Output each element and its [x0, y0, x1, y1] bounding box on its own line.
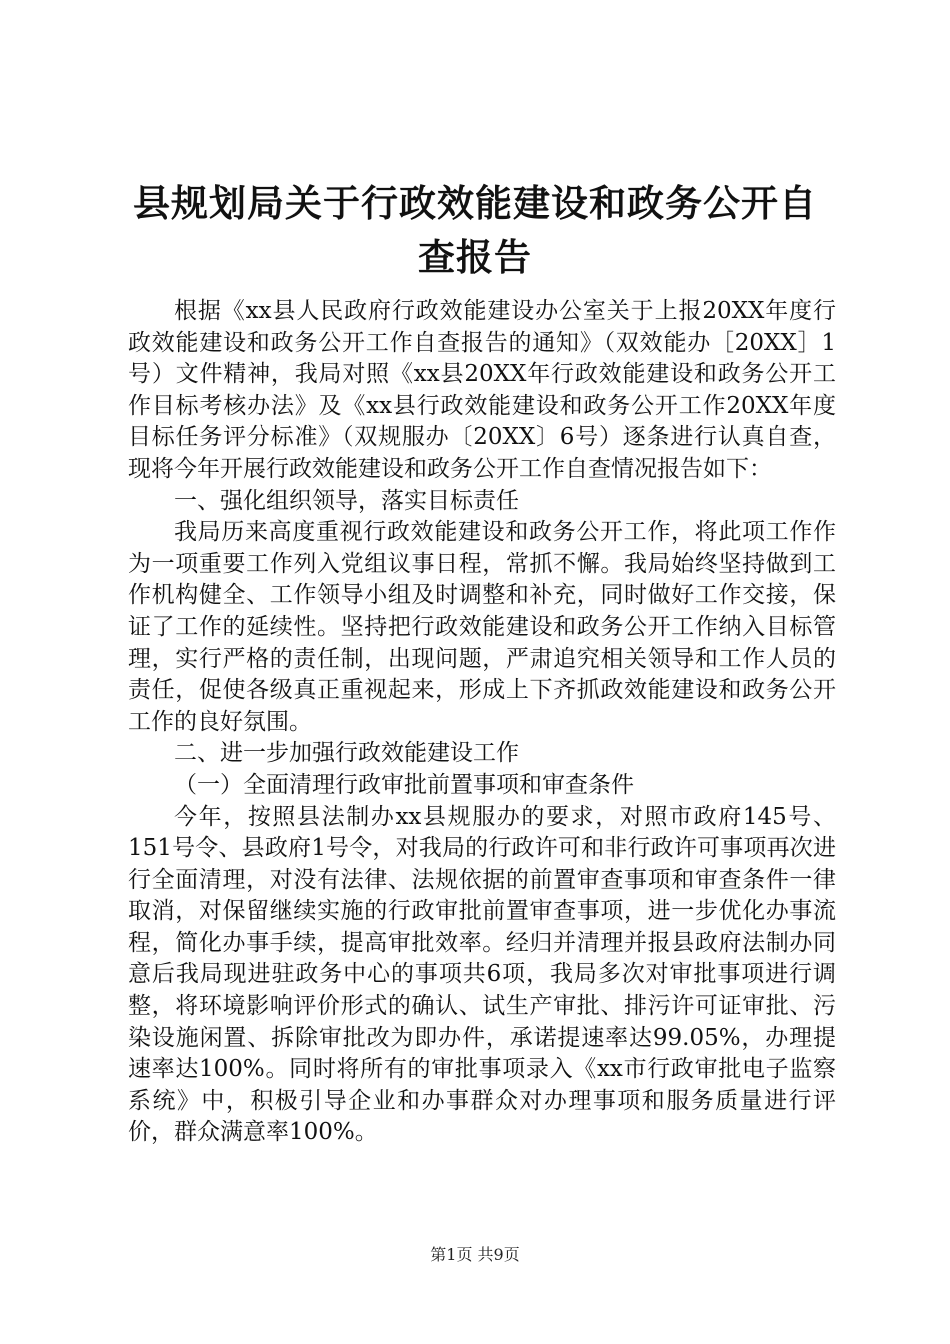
section-heading-1: 一、强化组织领导，落实目标责任 [174, 487, 519, 514]
document-title: 县规划局关于行政效能建设和政务公开自查报告 [133, 181, 817, 279]
subsection-heading-2-1: （一）全面清理行政审批前置事项和审查条件 [174, 771, 634, 798]
section-1-paragraph: 我局历来高度重视行政效能建设和政务公开工作，将此项工作作为一项重要工作列入党组议事日程，常抓不懈。我局始终坚持做到工作机构健全、工作领导小组及时调整和补充，同时做好工作交接，保证了工作的延续性。坚持把行政效能建设和政务公开工作纳入目标管理，实行严格的责任制，出现问题，严肃追究相关领导和工作人员的责任，促使各级真正重视起来，形成上下齐抓政效能建设和政务公开工作的良好氛围。 [128, 519, 836, 735]
document-body [128, 296, 836, 1149]
page-number-footer: 第1页 共9页 [430, 1245, 520, 1264]
section-heading-2: 二、进一步加强行政效能建设工作 [174, 740, 519, 767]
subsection-2-1-paragraph: 今年，按照县法制办xx县规服办的要求，对照市政府145号、151号令、县政府1号令，对我局的行政许可和非行政许可事项再次进行全面清理，对没有法律、法规依据的前置审查事项和审查条件一律取消，对保留继续实施的行政审批前置审查事项，进一步优化办事流程，简化办事手续，提高审批效率。经归并清理并报县政府法制办同意后我局现进驻政务中心的事项共6项，我局多次对审批事项进行调整，将环境影响评价形式的确认、试生产审批、排污许可证审批、污染设施闲置、拆除审批改为即办件，承诺提速率达99.05%，办理提速率达100%。同时将所有的审批事项录入《xx市行政审批电子监察系统》中，积极引导企业和办事群众对办理事项和服务质量进行评价，群众满意率100%。 [128, 803, 836, 1146]
intro-paragraph: 根据《xx县人民政府行政效能建设办公室关于上报20XX年度行政效能建设和政务公开工作自查报告的通知》（双效能办［20XX］1号）文件精神，我局对照《xx县20XX年行政效能建设和政务公开工作目标考核办法》及《xx县行政效能建设和政务公开工作20XX年度目标任务评分标准》（双规服办〔20XX〕6号）逐条进行认真自查，现将今年开展行政效能建设和政务公开工作自查情况报告如下： [128, 298, 836, 482]
